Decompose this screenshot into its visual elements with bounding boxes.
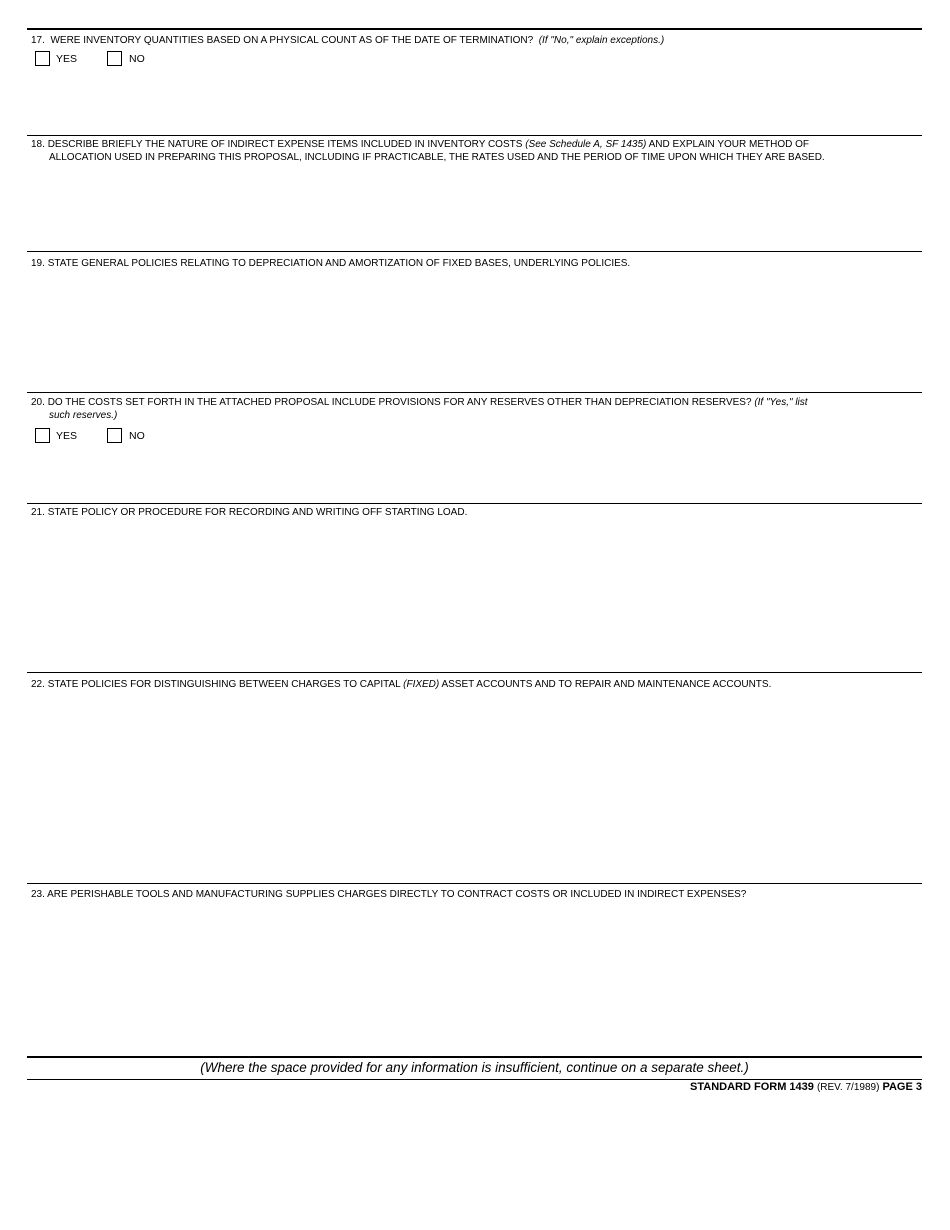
yes-label-20: YES	[56, 430, 78, 442]
question-22-text-b: ASSET ACCOUNTS AND TO REPAIR AND MAINTENANCE ACCOUNTS.	[441, 679, 772, 690]
question-23-text: ARE PERISHABLE TOOLS AND MANUFACTURING SUPPLIES CHARGES DIRECTLY TO CONTRACT COSTS OR INCLUDED IN INDIRECT EXPENSES?	[47, 889, 747, 900]
yes-label-17: YES	[56, 53, 78, 65]
divider-21	[27, 503, 922, 504]
question-18-note: (See Schedule A, SF 1435)	[525, 139, 647, 150]
form-revision: (REV. 7/1989)	[816, 1082, 880, 1093]
question-18-text-b: AND EXPLAIN YOUR METHOD OF	[648, 139, 810, 150]
question-22-note: (FIXED)	[403, 679, 440, 690]
question-23-number: 23.	[31, 889, 45, 900]
divider-23	[27, 883, 922, 884]
divider-18	[27, 135, 922, 136]
divider-20	[27, 392, 922, 393]
question-22	[31, 678, 911, 691]
question-20	[31, 396, 911, 422]
question-19-text: STATE GENERAL POLICIES RELATING TO DEPRECIATION AND AMORTIZATION OF FIXED BASES, UNDERLYING POLICIES.	[47, 258, 631, 269]
footer-divider-bottom	[27, 1079, 922, 1080]
footer-divider-top	[27, 1056, 922, 1058]
question-18	[31, 138, 911, 164]
question-21-number: 21.	[31, 507, 45, 518]
question-18-text-c: ALLOCATION USED IN PREPARING THIS PROPOSAL, INCLUDING IF PRACTICABLE, THE RATES USED AND THE PERIOD OF TIME UPON WHICH THEY ARE BASED.	[49, 152, 825, 163]
question-17-number: 17.	[31, 35, 45, 46]
question-19-number: 19.	[31, 258, 45, 269]
question-22-number: 22.	[31, 679, 45, 690]
continuation-note: (Where the space provided for any information is insufficient, continue on a separate sheet.)	[200, 1060, 749, 1075]
no-label-20: NO	[129, 430, 145, 442]
question-23	[31, 888, 911, 901]
no-checkbox-17[interactable]	[107, 51, 122, 66]
question-19	[31, 257, 911, 270]
question-18-text-a: DESCRIBE BRIEFLY THE NATURE OF INDIRECT EXPENSE ITEMS INCLUDED IN INVENTORY COSTS	[47, 139, 523, 150]
question-18-number: 18.	[31, 139, 45, 150]
yes-checkbox-17[interactable]	[35, 51, 50, 66]
question-17-text: WERE INVENTORY QUANTITIES BASED ON A PHYSICAL COUNT AS OF THE DATE OF TERMINATION?	[50, 35, 534, 46]
no-checkbox-20[interactable]	[107, 428, 122, 443]
divider-22	[27, 672, 922, 673]
question-20-note-b: such reserves.)	[49, 410, 118, 421]
question-21-text: STATE POLICY OR PROCEDURE FOR RECORDING AND WRITING OFF STARTING LOAD.	[47, 507, 468, 518]
question-20-number: 20.	[31, 397, 45, 408]
question-20-text: DO THE COSTS SET FORTH IN THE ATTACHED PROPOSAL INCLUDE PROVISIONS FOR ANY RESERVES OTHER THAN DEPRECIATION RESERVES?	[47, 397, 752, 408]
question-17	[31, 34, 911, 47]
divider-top	[27, 28, 922, 30]
no-label-17: NO	[129, 53, 145, 65]
yes-checkbox-20[interactable]	[35, 428, 50, 443]
page-number: PAGE 3	[882, 1081, 922, 1093]
form-identifier	[690, 1081, 922, 1093]
question-21	[31, 506, 911, 519]
divider-19	[27, 251, 922, 252]
question-22-text-a: STATE POLICIES FOR DISTINGUISHING BETWEEN CHARGES TO CAPITAL	[47, 679, 401, 690]
question-17-note: (If "No," explain exceptions.)	[538, 35, 665, 46]
question-20-note-a: (If "Yes," list	[754, 397, 808, 408]
form-name: STANDARD FORM 1439	[690, 1081, 814, 1093]
